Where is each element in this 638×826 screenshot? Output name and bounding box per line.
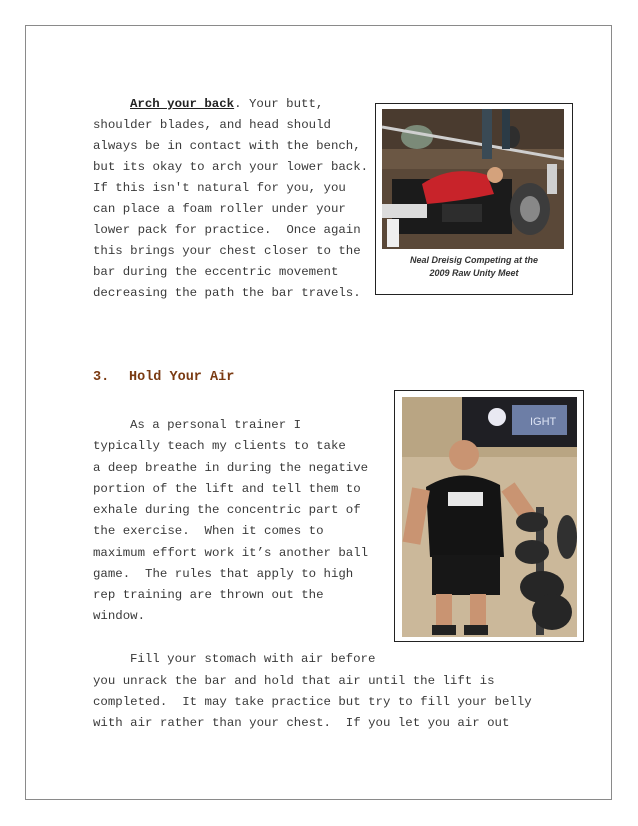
paragraph-line: decreasing the path the bar travels.	[93, 286, 361, 300]
paragraph-line: with air rather than your chest. If you let you air out	[93, 716, 510, 730]
emphasis-text: Arch your back	[130, 97, 235, 111]
section-title: Hold Your Air	[129, 370, 235, 385]
bench-press-photo-frame	[375, 103, 573, 295]
section-number: 3.	[93, 370, 110, 385]
bench-press-photo	[382, 109, 564, 249]
paragraph-line: the exercise. When it comes to	[93, 524, 324, 538]
paragraph-line: maximum effort work it’s another ball	[93, 546, 369, 560]
svg-text:IGHT: IGHT	[530, 416, 557, 428]
paragraph-line: window.	[93, 609, 146, 623]
section-heading	[93, 370, 234, 385]
paragraph-line: completed. It may take practice but try to fill your belly	[93, 695, 532, 709]
paragraph-line: bar during the eccentric movement	[93, 265, 339, 279]
paragraph-line: portion of the lift and tell them to	[93, 482, 361, 496]
paragraph-line: but its okay to arch your lower back.	[93, 160, 369, 174]
paragraph-line: this brings your chest closer to the	[93, 244, 361, 258]
paragraph-line: shoulder blades, and head should	[93, 118, 331, 132]
paragraph-line: exhale during the concentric part of	[93, 503, 361, 517]
paragraph-line: rep training are thrown out the	[93, 588, 324, 602]
paragraph-line: can place a foam roller under your	[93, 202, 346, 216]
paragraph-line: lower pack for practice. Once again	[93, 223, 361, 237]
paragraph-line: Arch your back. Your butt,	[130, 97, 324, 111]
paragraph-line: If this isn't natural for you, you	[93, 181, 346, 195]
photo-caption: Neal Dreisig Competing at the 2009 Raw Unity Meet	[409, 255, 539, 278]
paragraph-line: typically teach my clients to take	[93, 439, 346, 453]
trainer-photo-frame	[394, 390, 584, 642]
paragraph-line: Fill your stomach with air before	[130, 652, 376, 666]
paragraph-line: always be in contact with the bench,	[93, 139, 361, 153]
paragraph-line: As a personal trainer I	[130, 418, 302, 432]
paragraph-line: game. The rules that apply to high	[93, 567, 354, 581]
paragraph-line: you unrack the bar and hold that air until the lift is	[93, 674, 495, 688]
paragraph-line: a deep breathe in during the negative	[93, 461, 369, 475]
trainer-photo	[402, 397, 577, 637]
